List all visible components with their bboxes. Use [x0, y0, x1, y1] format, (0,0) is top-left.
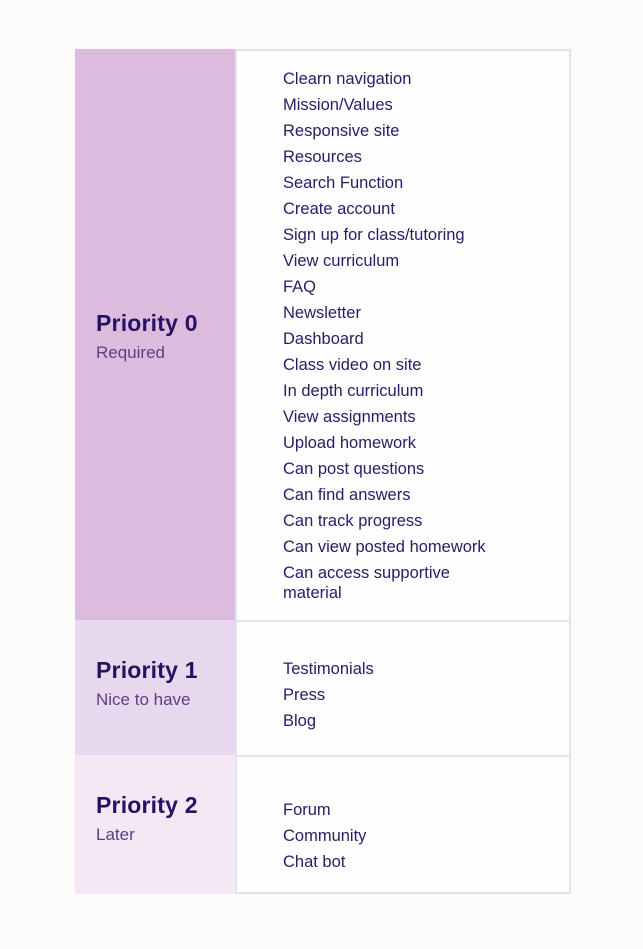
feature-item: Search Function [283, 174, 404, 192]
feature-item: Resources [283, 148, 362, 166]
feature-item: Testimonials [283, 660, 374, 678]
feature-item: Sign up for class/tutoring [283, 226, 465, 244]
feature-item: Dashboard [283, 330, 364, 348]
priority-items-cell [235, 755, 571, 894]
feature-item: In depth curriculum [283, 382, 424, 400]
feature-item: Clearn navigation [283, 70, 412, 88]
feature-item: View assignments [283, 408, 416, 426]
priority-row-0 [75, 49, 571, 620]
feature-item: Can post questions [283, 460, 425, 478]
priority-title: Priority 1 [96, 656, 198, 683]
priority-title: Priority 2 [96, 791, 198, 818]
feature-list [283, 797, 569, 875]
feature-item: Create account [283, 200, 395, 218]
priority-items-cell [235, 49, 571, 620]
priority-label-cell [75, 49, 235, 620]
feature-item: Responsive site [283, 122, 400, 140]
feature-item: Chat bot [283, 853, 346, 871]
feature-item: Upload homework [283, 434, 416, 452]
priority-title: Priority 0 [96, 310, 198, 336]
feature-item: Press [283, 686, 326, 704]
feature-item: View curriculum [283, 252, 400, 270]
priority-row-1 [75, 620, 571, 755]
feature-item: Class video on site [283, 356, 422, 374]
feature-item: FAQ [283, 278, 317, 296]
feature-item: Can view posted homework [283, 538, 486, 556]
feature-item: Mission/Values [283, 96, 393, 114]
priority-subtitle: Later [96, 824, 135, 844]
priority-label-cell [75, 620, 235, 755]
feature-item: Can find answers [283, 486, 411, 504]
feature-item: Newsletter [283, 304, 361, 322]
feature-list [283, 66, 569, 603]
priority-subtitle: Required [96, 343, 165, 362]
priority-table [75, 49, 571, 894]
priority-row-2 [75, 755, 571, 894]
priority-label-cell [75, 755, 235, 894]
feature-item: Blog [283, 712, 317, 730]
feature-item: Community [283, 827, 367, 845]
feature-item: Can access supportive material [283, 564, 450, 602]
feature-item: Forum [283, 801, 331, 819]
feature-item: Can track progress [283, 512, 423, 530]
feature-list [283, 656, 569, 734]
priority-subtitle: Nice to have [96, 689, 191, 709]
priority-items-cell [235, 620, 571, 755]
